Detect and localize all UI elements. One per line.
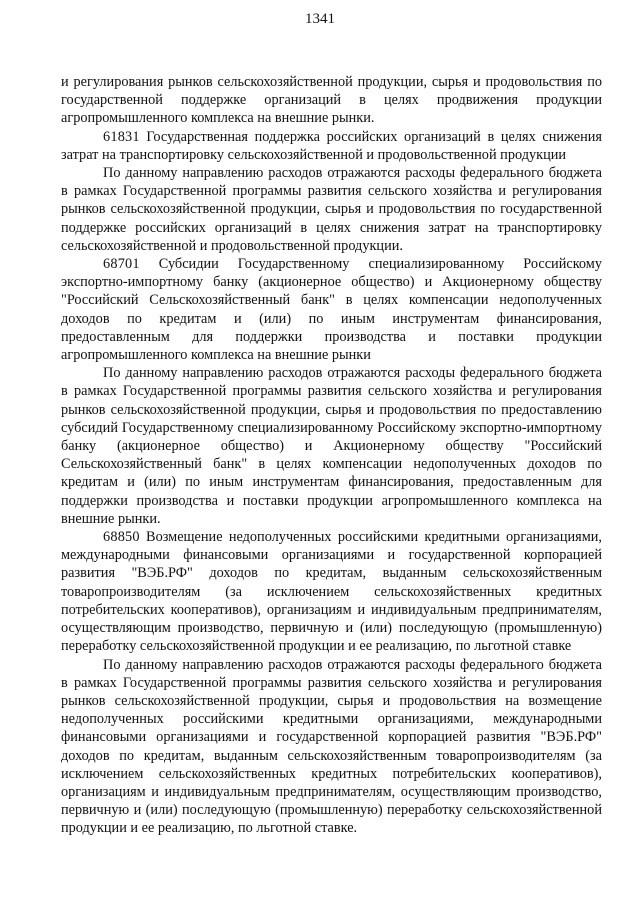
paragraph-text: Субсидии Государственному специализированному Российскому экспортно-импортному банку (акционерное общество) и Акционерному обществу "Российский Сельскохозяйственный банк" в целях компенсации недополученных доходов по кредитам и (или) по иным инструментам финансирования, предоставленным для поддержки производства и поставки продукции агропромышленного комплекса на внешние рынки [61, 256, 603, 364]
paragraph-continuation [61, 73, 602, 128]
paragraph-text: По данному направлению расходов отражаются расходы федерального бюджета в рамках Государственной программы развития сельского хозяйства и регулирования рынков сельскохозяйственной продукции, сырья и продовольствия по предоставлению субсидий Государственному специализированному Российскому экспортно-импортному банку (акционерное общество) и Акционерному обществу "Российский Сельскохозяйственный банк" в целях компенсации недополученных доходов по кредитам и (или) по иным инструментам финансирования, предоставленным для поддержки производства и поставки продукции агропромышленного комплекса на внешние рынки. [61, 365, 602, 527]
paragraph-heading-68701 [61, 255, 602, 364]
budget-code: 68701 [103, 256, 140, 273]
page-number: 1341 [305, 11, 335, 27]
paragraph-text: Возмещение недополученных российскими кредитными организациями, международными финансовыми организациями и государственной корпорацией развития "ВЭБ.РФ" доходов по кредитам, выданным сельскохозяйственным товаропроизводителям (за исключением сельскохозяйственных кредитных потребительских кооперативов), организациям и индивидуальным предпринимателям, осуществляющим производство, первичную и (или) последующую (промышленную) переработку сельскохозяйственной продукции и ее реализацию, по льготной ставке [61, 529, 602, 655]
paragraph-text: По данному направлению расходов отражаются расходы федерального бюджета в рамках Государственной программы развития сельского хозяйства и регулирования рынков сельскохозяйственной продукции, сырья и продовольствия на возмещение недополученных российскими кредитными организациями, международными финансовыми организациями и государственной корпорацией развития "ВЭБ.РФ" доходов по кредитам, выданным сельскохозяйственным товаропроизводителям (за исключением сельскохозяйственных кредитных потребительских кооперативов), организациям и индивидуальным предпринимателям, осуществляющим производство, первичную и (или) последующую (промышленную) переработку сельскохозяйственной продукции и ее реализацию, по льготной ставке. [61, 656, 602, 837]
paragraph-description-68850 [61, 656, 602, 838]
paragraph-text: По данному направлению расходов отражаются расходы федерального бюджета в рамках Государственной программы развития сельского хозяйства и регулирования рынков сельскохозяйственной продукции, сырья и продовольствия по государственной поддержке российских организаций в целях снижения затрат на транспортировку сельскохозяйственной и продовольственной продукции. [61, 165, 602, 254]
paragraph-text: Государственная поддержка российских организаций в целях снижения затрат на транспортировку сельскохозяйственной и продовольственной продукции [61, 128, 602, 163]
paragraph-description-68701 [61, 364, 602, 528]
paragraph-text: и регулирования рынков сельскохозяйственной продукции, сырья и продовольствия по государственной поддержке организаций в целях продвижения продукции агропромышленного комплекса на внешние рынки. [61, 74, 602, 127]
paragraph-description-61831 [61, 164, 602, 255]
paragraph-heading-61831 [61, 128, 602, 164]
paragraph-heading-68850 [61, 528, 602, 655]
budget-code: 61831 [103, 128, 140, 145]
budget-code: 68850 [103, 529, 140, 546]
document-body [61, 73, 602, 838]
